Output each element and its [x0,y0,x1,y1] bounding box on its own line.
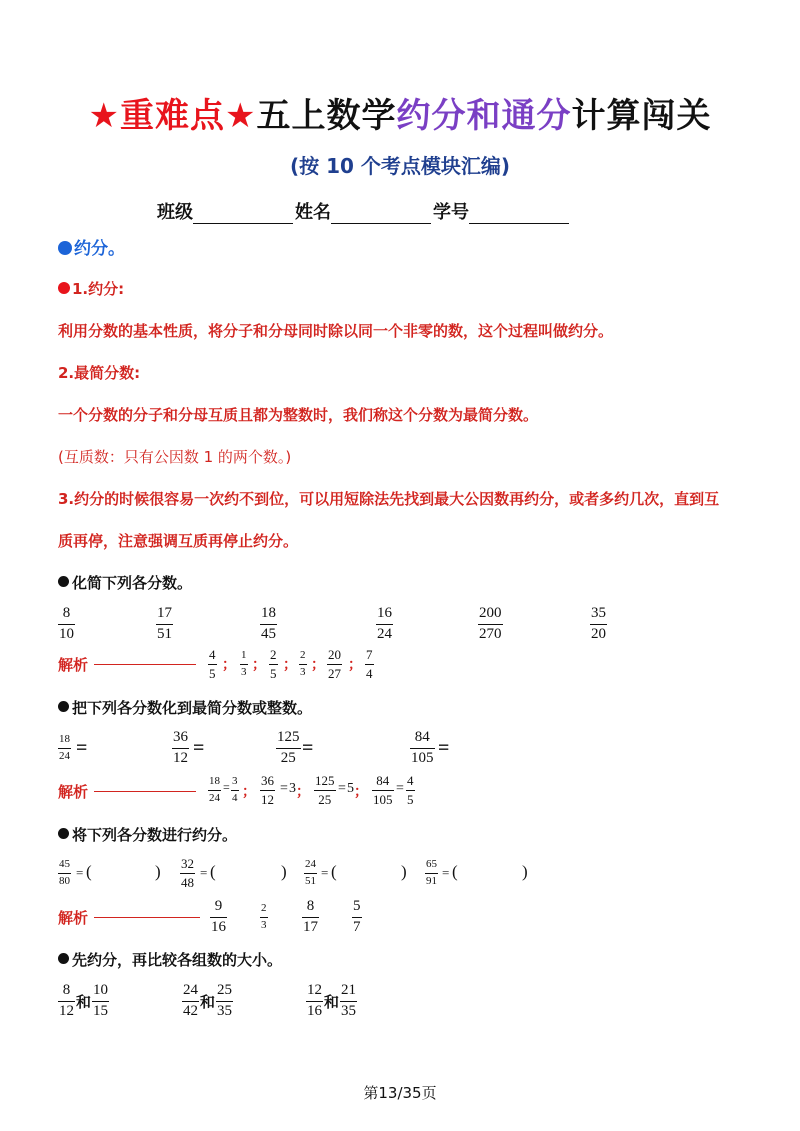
denominator: 25 [280,749,296,766]
answer-paren-open: ( [86,862,92,881]
class-label: 班级 [157,202,193,223]
numerator: 125 [315,773,335,788]
note-3-line-1: 3.约分的时候很容易一次约不到位，可以用短除法先找到最大公因数再约分，或者多约几次，直到互 [58,490,720,508]
denominator: 48 [181,874,194,890]
note-2-remark: (互质数：只有公因数 1 的两个数。) [58,448,292,466]
equals-sign: = [200,865,208,880]
q2-answer [260,774,275,806]
numerator: 32 [181,856,194,871]
q4-fraction [92,983,109,1020]
q3-fraction [180,857,195,889]
denominator: 5 [209,665,216,681]
denominator: 24 [59,749,70,762]
numerator: 3 [232,775,238,787]
title-topic: 约分和通分 [396,96,572,136]
answer-paren-open: ( [210,862,216,881]
q4-fraction [58,983,75,1020]
q1-fraction [376,606,393,643]
answer-paren-open: ( [331,862,337,881]
and-word: 和 [200,993,216,1011]
numerator: 125 [277,729,300,745]
q1-fraction [58,606,75,643]
q2-answer [372,774,394,806]
equals-sign: = [321,865,329,880]
denominator: 91 [426,874,437,887]
separator: ； [354,784,368,800]
question-4-heading [58,949,282,970]
equals-sign: = [338,781,346,796]
numerator: 200 [479,605,502,621]
q3-answer [302,899,319,936]
q3-answer [260,903,268,931]
equals-sign: = [438,737,450,759]
q3-answer [210,899,227,936]
denominator: 20 [591,625,606,642]
question-2-heading [58,697,312,718]
denominator: 12 [261,791,274,807]
separator: ； [222,657,236,673]
numerator: 2 [300,649,306,661]
class-blank[interactable] [193,205,293,224]
numerator: 5 [353,898,361,914]
denominator: 16 [307,1002,322,1019]
and-word: 和 [324,993,340,1011]
equals-sign: = [76,737,88,759]
answer-paren-close: ) [401,862,407,881]
q2-analysis-label: 解析 [58,783,89,801]
title-part2: 计算闯关 [571,96,712,136]
blue-bullet-icon [58,241,72,255]
numerator: 36 [173,729,188,745]
note-2-heading: 2.最简分数: [58,364,141,382]
q1-answer [327,648,342,680]
answer-paren-close: ) [522,862,528,881]
q2-answer [314,774,336,806]
analysis-divider [94,664,196,665]
q3-fraction [58,859,71,887]
note-1-heading-text: 1.约分: [72,280,125,298]
q2-fraction [172,730,189,767]
q1-analysis-label: 解析 [58,656,89,674]
question-2-heading-text: 把下列各分数化到最简分数或整数。 [72,699,313,717]
numerator: 4 [407,773,414,788]
q1-answer [240,650,248,678]
section-heading-text: 约分。 [74,239,125,259]
denominator: 5 [270,665,277,681]
page-title [0,88,800,137]
denominator: 17 [303,918,318,935]
separator: ； [311,657,325,673]
answer-value: 3 [289,781,296,796]
denominator: 12 [173,749,188,766]
denominator: 15 [93,1002,108,1019]
q1-answer [269,648,278,680]
section-heading [58,234,125,259]
equals-sign: = [442,865,450,880]
denominator: 42 [183,1002,198,1019]
id-blank[interactable] [469,205,569,224]
answer-paren-close: ) [281,862,287,881]
numerator: 12 [307,982,322,998]
q4-fraction [306,983,323,1020]
q2-fraction [410,730,435,767]
q3-analysis-label: 解析 [58,909,89,927]
q1-answer [299,650,307,678]
denominator: 24 [209,791,220,804]
numerator: 18 [209,775,220,787]
question-1-heading [58,572,192,593]
q2-fraction [58,734,71,762]
denominator: 45 [261,625,276,642]
denominator: 4 [366,665,373,681]
numerator: 17 [157,605,172,621]
numerator: 10 [93,982,108,998]
black-bullet-icon [58,953,69,964]
q3-fraction [425,859,438,887]
denominator: 80 [59,874,70,887]
denominator: 51 [305,874,316,887]
numerator: 84 [414,729,430,745]
numerator: 4 [209,647,216,662]
denominator: 3 [261,918,267,931]
numerator: 35 [591,605,606,621]
separator: ； [242,784,256,800]
denominator: 5 [407,791,414,807]
separator: ； [283,657,297,673]
q1-fraction [478,606,503,643]
equals-sign: = [396,781,404,796]
denominator: 12 [59,1002,74,1019]
numerator: 16 [377,605,392,621]
numerator: 21 [341,982,356,998]
numerator: 8 [306,898,315,914]
analysis-divider [94,791,196,792]
q2-answer [231,776,239,804]
title-part1: 五上数学 [256,96,397,136]
analysis-divider [94,917,200,918]
id-label: 学号 [433,202,469,223]
numerator: 18 [59,733,70,745]
numerator: 24 [305,858,316,870]
numerator: 24 [183,982,198,998]
black-bullet-icon [58,828,69,839]
question-1-heading-text: 化简下列各分数。 [72,574,193,592]
equals-sign: = [193,737,205,759]
denominator: 51 [157,625,172,642]
question-4-heading-text: 先约分，再比较各组数的大小。 [72,951,283,969]
denominator: 3 [241,665,247,678]
denominator: 35 [217,1002,232,1019]
numerator: 8 [62,605,71,621]
q1-fraction [260,606,277,643]
denominator: 270 [479,625,502,642]
separator: ； [348,657,362,673]
numerator: 20 [328,647,341,662]
numerator: 18 [261,605,276,621]
q3-answer [352,899,362,936]
q2-answer [208,776,221,804]
name-label: 姓名 [295,202,331,223]
denominator: 7 [353,918,361,935]
q1-fraction [590,606,607,643]
page-number: 第13/35页 [363,1084,437,1102]
title-highlight: ★重难点★ [88,96,257,136]
denominator: 24 [377,625,392,642]
q1-answer [365,648,374,680]
separator: ； [296,784,310,800]
note-2-text: 一个分数的分子和分母互质且都为整数时，我们称这个分数为最简分数。 [58,406,539,424]
numerator: 36 [261,773,274,788]
denominator: 105 [411,749,434,766]
page-subtitle: (按 10 个考点模块汇编) [289,154,511,178]
denominator: 16 [211,918,226,935]
numerator: 2 [270,647,277,662]
note-1-heading [58,278,124,299]
numerator: 65 [426,858,437,870]
red-bullet-icon [58,282,70,294]
numerator: 8 [62,982,71,998]
numerator: 84 [376,773,390,788]
equals-sign: = [280,781,288,796]
numerator: 45 [59,858,70,870]
answer-paren-open: ( [452,862,458,881]
and-word: 和 [76,993,92,1011]
denominator: 105 [373,791,393,807]
denominator: 35 [341,1002,356,1019]
q1-answer [208,648,217,680]
numerator: 25 [217,982,232,998]
student-info-line [157,198,571,224]
numerator: 2 [261,902,267,914]
denominator: 25 [318,791,332,807]
black-bullet-icon [58,576,69,587]
denominator: 4 [232,791,238,804]
note-1-text: 利用分数的基本性质，将分子和分母同时除以同一个非零的数，这个过程叫做约分。 [58,322,614,340]
answer-value: 5 [347,781,354,796]
name-blank[interactable] [331,205,431,224]
q4-fraction [182,983,199,1020]
equals-sign: = [76,865,84,880]
question-3-heading [58,824,237,845]
denominator: 10 [59,625,74,642]
numerator: 7 [366,647,373,662]
q2-fraction [276,730,301,767]
equals-sign: = [302,737,314,759]
q4-fraction [340,983,357,1020]
q1-fraction [156,606,173,643]
numerator: 9 [214,898,223,914]
equals-sign: = [223,780,230,794]
q4-fraction [216,983,233,1020]
separator: ； [252,657,266,673]
question-3-heading-text: 将下列各分数进行约分。 [72,826,238,844]
q3-fraction [304,859,317,887]
q2-answer [406,774,415,806]
black-bullet-icon [58,701,69,712]
numerator: 1 [241,649,247,661]
answer-paren-close: ) [155,862,161,881]
denominator: 3 [300,665,306,678]
note-3-line-2: 质再停，注意强调互质再停止约分。 [58,532,299,550]
denominator: 27 [328,665,341,681]
